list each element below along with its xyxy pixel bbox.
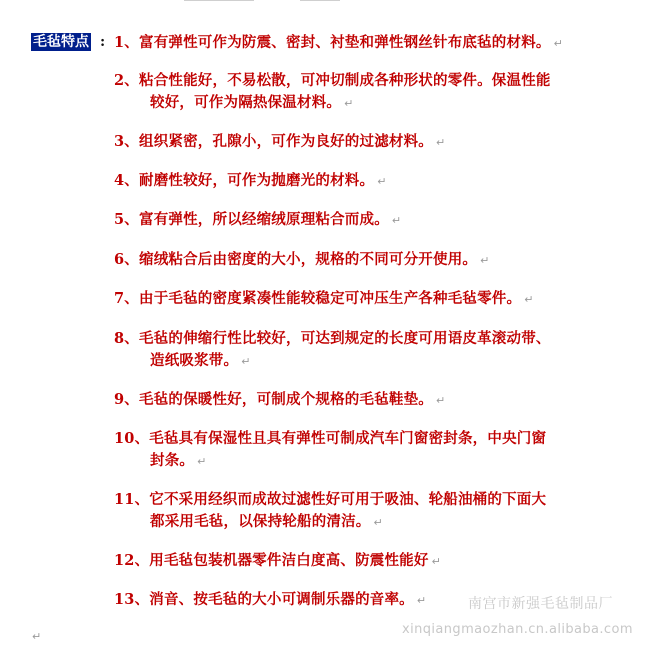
item-text-continuation-text: 封条。 [150,452,195,469]
item-text-continuation-text: 较好，可作为隔热保温材料。 [150,94,342,111]
paragraph-mark-icon: ↵ [524,293,534,306]
item-number: 11、 [114,491,150,508]
item-number: 1、 [114,34,139,51]
paragraph-mark-icon: ↵ [436,394,446,407]
list-item [114,328,551,373]
heading-colon: : [100,34,106,50]
item-text: 缩绒粘合后由密度的大小，规格的不同可分开使用。 [139,251,478,268]
paragraph-mark-icon: ↵ [553,37,564,50]
paragraph-mark-icon: ↵ [373,516,383,529]
item-text: 耐磨性较好，可作为抛磨光的材料。 [139,172,375,189]
paragraph-mark-icon: ↵ [391,214,402,227]
list-item [114,131,445,154]
item-text: 消音、按毛毡的大小可调制乐器的音率。 [149,591,414,608]
watermark-company: 南宫市新强毛毡制品厂 [468,596,613,612]
list-item [114,170,387,193]
paragraph-mark-icon: ↵ [32,630,42,643]
paragraph-mark-icon: ↵ [436,136,446,149]
list-item [114,428,546,473]
list-item [114,550,441,573]
top-fragment-line-2 [300,0,340,5]
item-text-continuation-text: 造纸吸浆带。 [150,352,239,369]
watermark-url: xinqiangmaozhan.cn.alibaba.com [402,622,633,637]
item-number: 9、 [114,391,139,408]
item-number: 5、 [114,211,139,228]
list-item [114,70,551,115]
paragraph-mark-icon: ↵ [377,175,387,188]
paragraph-mark-icon: ↵ [344,97,354,110]
paragraph-mark-icon: ↵ [480,254,490,267]
list-item [114,209,401,232]
item-text: 毛毡具有保湿性且具有弹性可制成汽车门窗密封条，中央门窗 [149,430,547,447]
item-number: 6、 [114,251,139,268]
paragraph-mark-icon: ↵ [197,455,207,468]
item-number: 12、 [114,552,150,569]
item-number: 8、 [114,330,139,347]
item-text: 毛毡的伸缩行性比较好，可达到规定的长度可用语皮革滚动带、 [139,330,551,347]
item-text-continuation [114,450,546,473]
list-item [114,32,563,55]
list-item [114,249,490,272]
paragraph-mark-icon: ↵ [416,594,427,607]
paragraph-mark-icon: ↵ [241,355,251,368]
item-text-continuation [114,511,546,534]
item-text: 富有弹性，所以经缩绒原理粘合而成。 [139,211,389,228]
list-item [114,489,546,534]
item-number: 10、 [114,430,150,447]
item-text: 富有弹性可作为防震、密封、衬垫和弹性钢丝针布底毡的材料。 [139,34,551,51]
list-item [114,389,445,412]
item-number: 7、 [114,290,139,307]
list-item [114,589,426,612]
item-number: 3、 [114,133,139,150]
item-text: 用毛毡包装机器零件洁白度高、防震性能好 [149,552,429,569]
item-text: 毛毡的保暖性好，可制成个规格的毛毡鞋垫。 [139,391,433,408]
item-text-continuation [114,350,551,373]
item-number: 13、 [114,591,150,608]
list-item [114,288,534,311]
item-text: 组织紧密，孔隙小，可作为良好的过滤材料。 [139,133,433,150]
item-text-continuation [114,92,551,115]
top-fragment-line [184,0,254,5]
item-text-continuation-text: 都采用毛毡，以保持轮船的清洁。 [150,513,371,530]
paragraph-mark-icon: ↵ [431,555,442,568]
item-number: 2、 [114,72,139,89]
item-text: 它不采用经织而成故过滤性好可用于吸油、轮船油桶的下面大 [149,491,547,508]
item-number: 4、 [114,172,139,189]
heading-label: 毛毡特点 [33,34,89,50]
item-text: 粘合性能好，不易松散，可冲切制成各种形状的零件。保温性能 [139,72,551,89]
item-text: 由于毛毡的密度紧凑性能较稳定可冲压生产各种毛毡零件。 [139,290,522,307]
